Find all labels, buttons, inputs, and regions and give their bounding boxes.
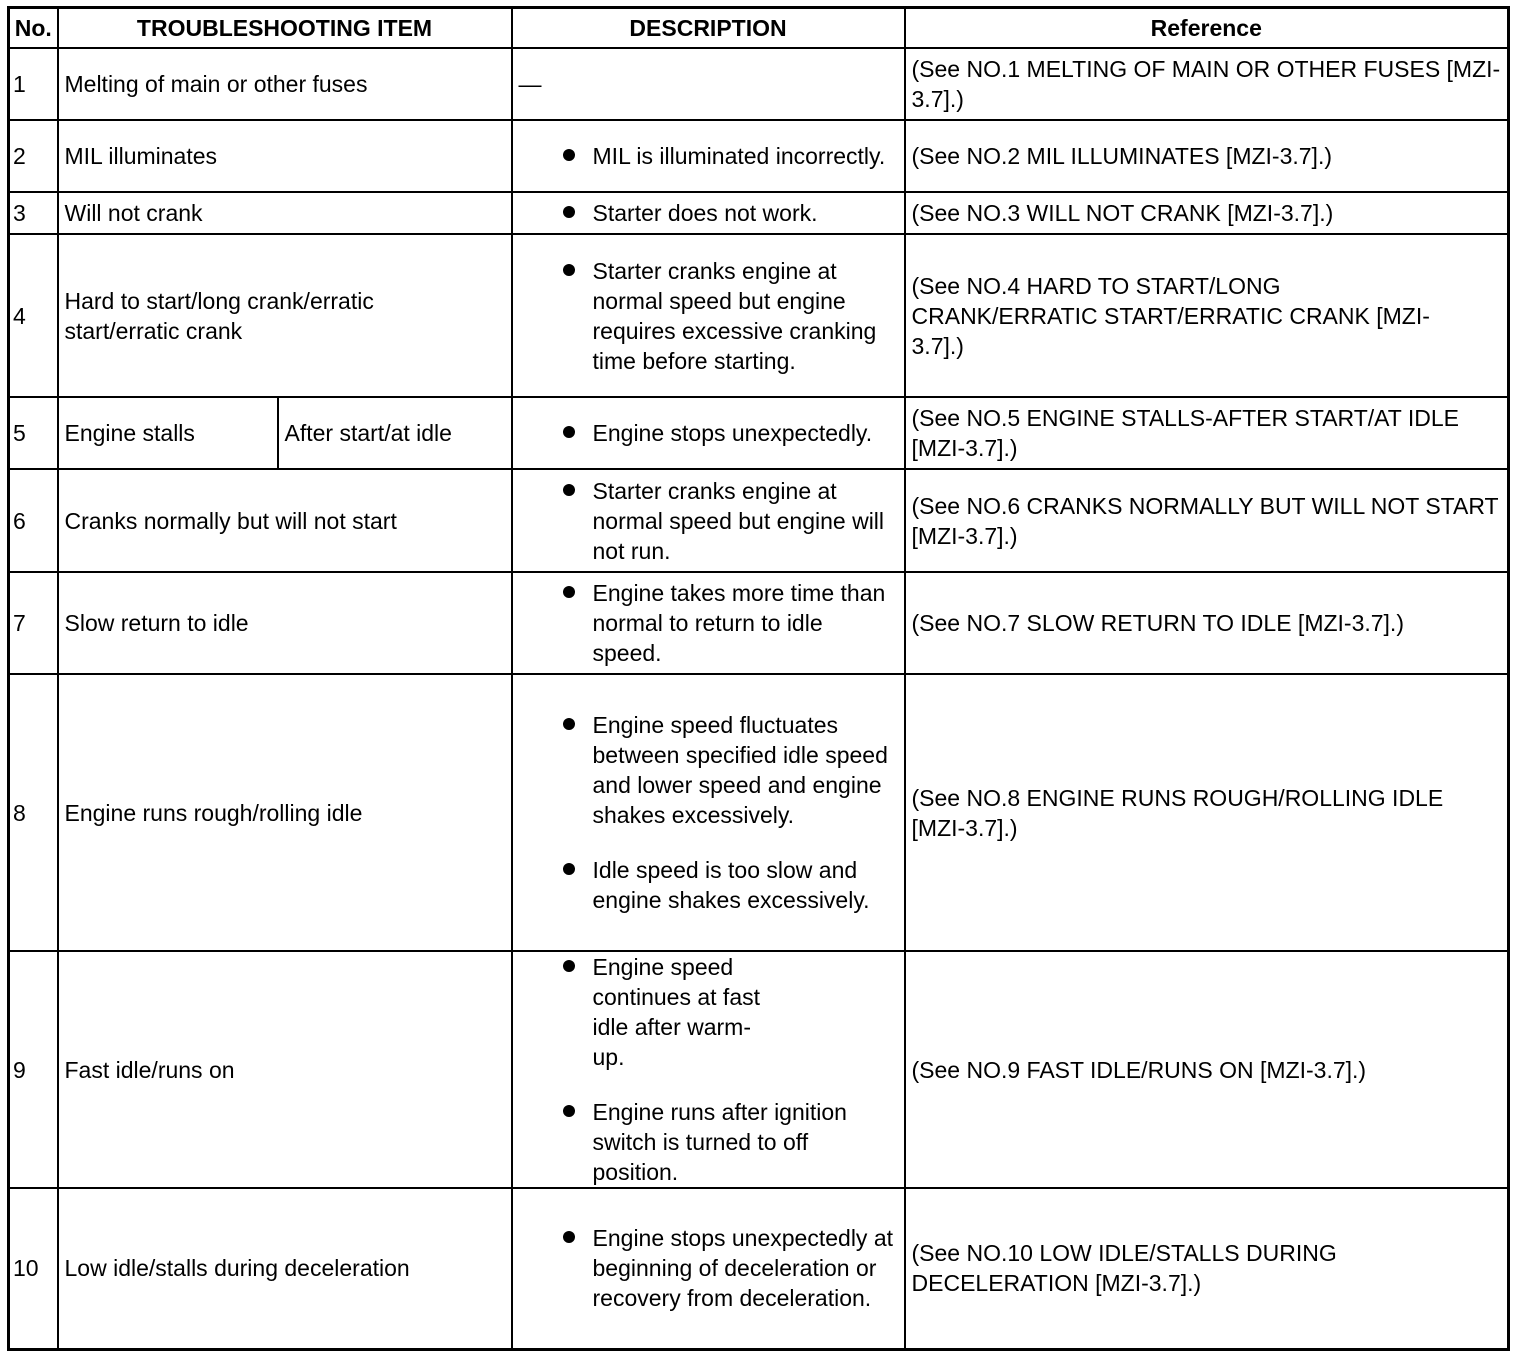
bullet-icon [563, 149, 575, 161]
reference-cell: (See NO.2 MIL ILLUMINATES [MZI-3.7].) [905, 120, 1509, 192]
troubleshooting-item: Cranks normally but will not start [58, 469, 512, 572]
reference-cell: (See NO.6 CRANKS NORMALLY BUT WILL NOT START [MZI-3.7].) [905, 469, 1509, 572]
description-bullet [563, 1097, 896, 1187]
reference-cell: (See NO.8 ENGINE RUNS ROUGH/ROLLING IDLE [MZI-3.7].) [905, 674, 1509, 951]
row-number: 7 [9, 572, 58, 674]
bullet-text: Engine takes more time than normal to return to idle speed. [592, 580, 886, 666]
bullet-text: Engine stops unexpectedly at beginning of deceleration or recovery from deceleration. [592, 1225, 893, 1312]
row-number: 4 [9, 234, 58, 397]
bullet-icon [563, 426, 575, 438]
table-row [9, 397, 1509, 469]
description-cell [512, 397, 905, 469]
bullet-text: Engine stops unexpectedly. [592, 420, 873, 446]
bullet-icon [563, 206, 575, 218]
header-no: No. [9, 8, 58, 49]
troubleshooting-item: Engine stalls [58, 397, 278, 469]
troubleshooting-item: Hard to start/long crank/erratic start/erratic crank [58, 234, 512, 397]
bullet-icon [563, 863, 575, 875]
bullet-text: Engine speed continues at fast idle after warm-up. [592, 954, 761, 1070]
header-description: DESCRIPTION [512, 8, 905, 49]
header-troubleshooting-item: TROUBLESHOOTING ITEM [58, 8, 512, 49]
bullet-text: Starter cranks engine at normal speed but engine requires excessive cranking time before starting. [592, 257, 877, 374]
table-row [9, 120, 1509, 192]
table-header-row [9, 8, 1509, 49]
description-cell [512, 1188, 905, 1349]
row-number: 2 [9, 120, 58, 192]
description-bullet [563, 855, 896, 915]
table-row [9, 469, 1509, 572]
bullet-icon [563, 586, 575, 598]
description-bullet [563, 578, 896, 668]
reference-cell: (See NO.1 MELTING OF MAIN OR OTHER FUSES [MZI-3.7].) [905, 48, 1509, 120]
description-bullet [563, 710, 896, 830]
troubleshooting-item: MIL illuminates [58, 120, 512, 192]
troubleshooting-item: Fast idle/runs on [58, 951, 512, 1188]
description-cell [512, 120, 905, 192]
reference-cell: (See NO.4 HARD TO START/LONG CRANK/ERRATIC START/ERRATIC CRANK [MZI-3.7].) [905, 234, 1509, 397]
description-cell [512, 192, 905, 234]
description-bullet [563, 141, 896, 171]
troubleshooting-item: Slow return to idle [58, 572, 512, 674]
troubleshooting-table [7, 6, 1510, 1351]
reference-cell: (See NO.3 WILL NOT CRANK [MZI-3.7].) [905, 192, 1509, 234]
bullet-text: Starter does not work. [592, 200, 818, 226]
description-cell [512, 674, 905, 951]
table-row [9, 951, 1509, 1188]
row-number: 8 [9, 674, 58, 951]
header-reference: Reference [905, 8, 1509, 49]
bullet-text: Starter cranks engine at normal speed but engine will not run. [592, 477, 885, 564]
troubleshooting-item: Will not crank [58, 192, 512, 234]
bullet-icon [563, 484, 575, 496]
description-bullet [563, 198, 896, 228]
row-number: 5 [9, 397, 58, 469]
troubleshooting-sub-item: After start/at idle [278, 397, 512, 469]
bullet-icon [563, 1231, 575, 1243]
row-number: 1 [9, 48, 58, 120]
troubleshooting-item: Engine runs rough/rolling idle [58, 674, 512, 951]
bullet-icon [563, 264, 575, 276]
bullet-icon [563, 718, 575, 730]
table-row [9, 234, 1509, 397]
description-cell: — [512, 48, 905, 120]
table-row [9, 674, 1509, 951]
bullet-icon [563, 960, 575, 972]
row-number: 6 [9, 469, 58, 572]
row-number: 3 [9, 192, 58, 234]
table-row [9, 572, 1509, 674]
table-row [9, 192, 1509, 234]
description-cell [512, 234, 905, 397]
reference-cell: (See NO.5 ENGINE STALLS-AFTER START/AT IDLE [MZI-3.7].) [905, 397, 1509, 469]
description-bullet [563, 476, 896, 566]
description-bullet [563, 418, 896, 448]
description-cell [512, 951, 905, 1188]
reference-cell: (See NO.9 FAST IDLE/RUNS ON [MZI-3.7].) [905, 951, 1509, 1188]
description-bullet [563, 1223, 896, 1313]
troubleshooting-item: Low idle/stalls during deceleration [58, 1188, 512, 1349]
table-row [9, 1188, 1509, 1349]
bullet-text: Engine speed fluctuates between specified idle speed and lower speed and engine shakes excessively. [592, 712, 888, 828]
bullet-text: MIL is illuminated incorrectly. [592, 143, 886, 169]
bullet-text: Engine runs after ignition switch is turned to off position. [592, 1099, 847, 1185]
description-bullet [563, 256, 896, 376]
table-row [9, 48, 1509, 120]
row-number: 9 [9, 951, 58, 1188]
bullet-icon [563, 1105, 575, 1117]
troubleshooting-item: Melting of main or other fuses [58, 48, 512, 120]
description-bullet [563, 952, 896, 1072]
reference-cell: (See NO.10 LOW IDLE/STALLS DURING DECELERATION [MZI-3.7].) [905, 1188, 1509, 1349]
reference-cell: (See NO.7 SLOW RETURN TO IDLE [MZI-3.7].) [905, 572, 1509, 674]
row-number: 10 [9, 1188, 58, 1349]
bullet-text: Idle speed is too slow and engine shakes excessively. [592, 857, 870, 913]
description-cell [512, 469, 905, 572]
description-cell [512, 572, 905, 674]
